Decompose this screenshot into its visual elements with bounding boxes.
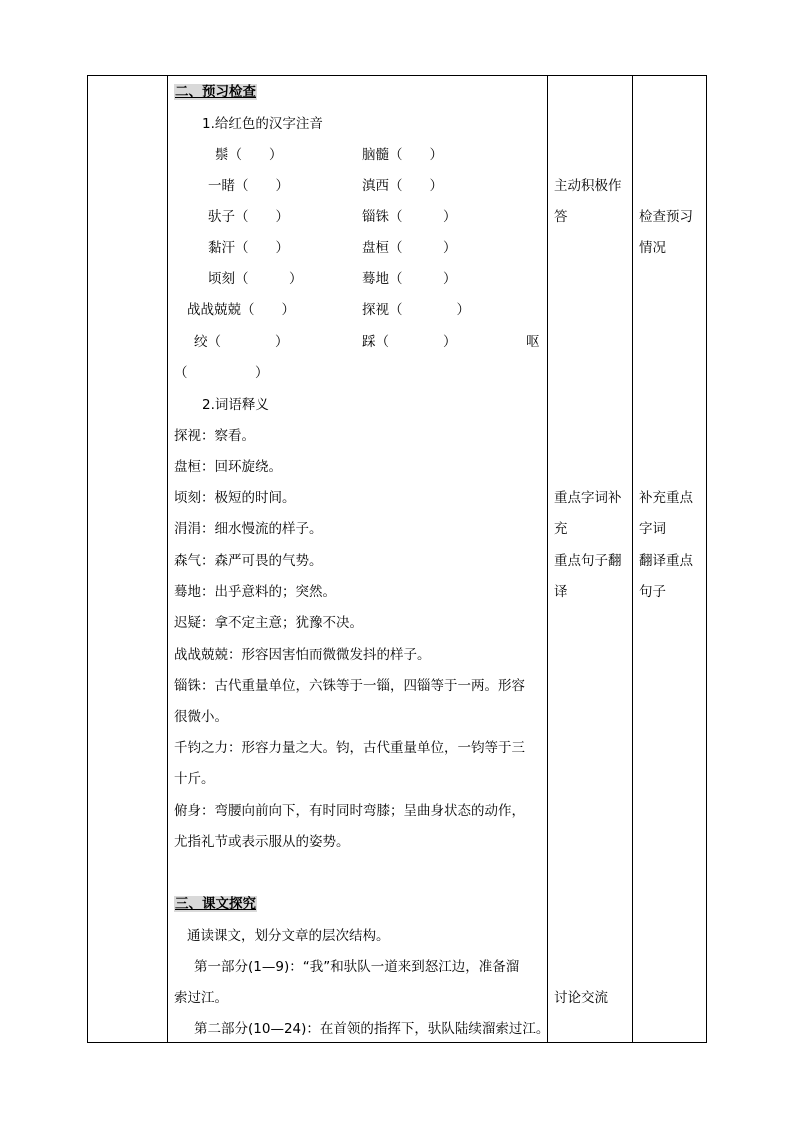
definition-line: 顷刻：极短的时间。: [174, 490, 296, 506]
design-intent-text: 句子: [639, 584, 666, 600]
section-heading-preview-check: [174, 84, 257, 100]
definition-line: 十斤。: [174, 771, 215, 787]
item1-title: 1.给红色的汉字注音: [202, 116, 323, 132]
table-divider-1: [167, 75, 168, 1043]
definition-line: 俯身：弯腰向前向下，有时同时弯膝；呈曲身状态的动作，: [174, 803, 525, 819]
pinyin-item: 驮子（ ）: [208, 209, 289, 225]
design-intent-text: 字词: [639, 521, 666, 537]
section-heading-text: 二、预习检查: [175, 84, 256, 100]
paragraph-line: 通读课文，划分文章的层次结构。: [187, 928, 390, 944]
pinyin-item: 脑髓（ ）: [362, 147, 443, 163]
definition-line: 千钧之力：形容力量之大。钧，古代重量单位，一钧等于三: [174, 740, 525, 756]
design-intent-text: 检查预习: [639, 209, 693, 225]
definition-line: 战战兢兢：形容因害怕而微微发抖的样子。: [174, 647, 431, 663]
section-heading-text-exploration: [174, 896, 257, 912]
table-divider-3: [632, 75, 633, 1043]
pinyin-item: 滇西（ ）: [362, 178, 443, 194]
table-border-top: [87, 75, 707, 76]
pinyin-item: 锱铢（ ）: [362, 209, 457, 225]
pinyin-item: 蓦地（ ）: [362, 271, 457, 287]
table-border-left: [87, 75, 88, 1043]
pinyin-item: 绞（ ）: [194, 334, 289, 350]
paragraph-line: 索过江。: [174, 990, 228, 1006]
definition-line: 盘桓：回环旋绕。: [174, 459, 282, 475]
table-border-bottom: [87, 1042, 707, 1043]
pinyin-item: 顷刻（ ）: [208, 271, 303, 287]
student-activity-text: 讨论交流: [554, 990, 608, 1006]
pinyin-item: 一睹（ ）: [208, 178, 289, 194]
paragraph-line: 第二部分(10—24)：在首领的指挥下，驮队陆续溜索过江。: [194, 1021, 550, 1037]
definition-line: 森气：森严可畏的气势。: [174, 553, 323, 569]
design-intent-text: 翻译重点: [639, 553, 693, 569]
definition-line: 涓涓：细水慢流的样子。: [174, 521, 323, 537]
table-border-right: [706, 75, 707, 1043]
definition-line: 很微小。: [174, 709, 228, 725]
definition-line: 尤指礼节或表示服从的姿势。: [174, 834, 350, 850]
pinyin-item: 呕: [526, 334, 540, 350]
student-activity-text: 译: [554, 584, 568, 600]
student-activity-text: 充: [554, 521, 568, 537]
pinyin-item: （ ）: [174, 365, 269, 381]
pinyin-item: 踩（ ）: [362, 334, 457, 350]
student-activity-text: 重点字词补: [554, 490, 622, 506]
pinyin-item: 黏汗（ ）: [208, 240, 289, 256]
definition-line: 蓦地：出乎意料的；突然。: [174, 584, 336, 600]
item2-title: 2.词语释义: [202, 397, 269, 413]
section-heading-text: 三、课文探究: [175, 896, 256, 912]
student-activity-text: 主动积极作: [554, 178, 622, 194]
design-intent-text: 补充重点: [639, 490, 693, 506]
pinyin-item: 战战兢兢（ ）: [187, 302, 295, 318]
student-activity-text: 重点句子翻: [554, 553, 622, 569]
pinyin-item: 探视（ ）: [362, 302, 470, 318]
definition-line: 迟疑：拿不定主意；犹豫不决。: [174, 615, 363, 631]
pinyin-item: 鬃（ ）: [215, 147, 283, 163]
design-intent-text: 情况: [639, 240, 666, 256]
paragraph-line: 第一部分(1—9)：“我”和驮队一道来到怒江边，准备溜: [194, 959, 520, 975]
definition-line: 锱铢：古代重量单位，六铢等于一锱，四锱等于一两。形容: [174, 678, 525, 694]
student-activity-text: 答: [554, 209, 568, 225]
table-divider-2: [547, 75, 548, 1043]
definition-line: 探视：察看。: [174, 428, 255, 444]
pinyin-item: 盘桓（ ）: [362, 240, 457, 256]
